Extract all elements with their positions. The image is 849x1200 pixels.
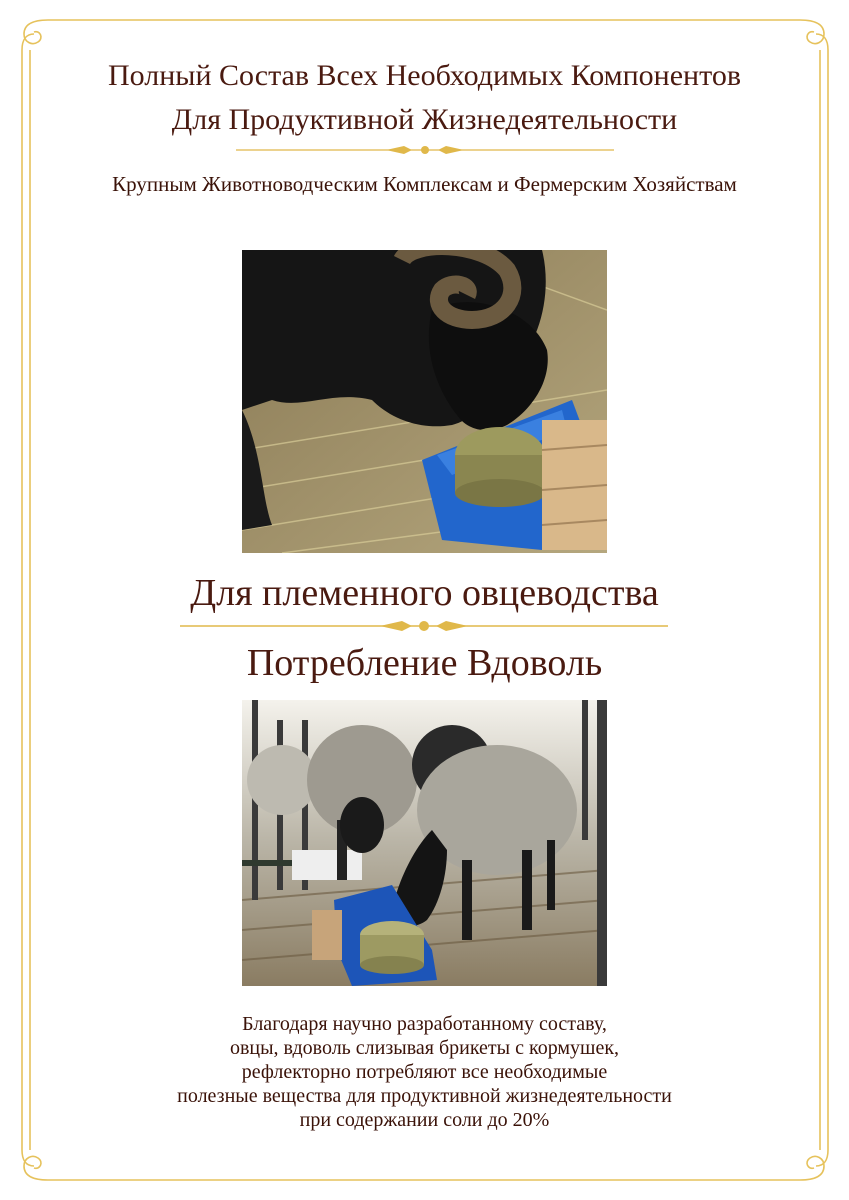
caption-line: при содержании соли до 20% <box>299 1109 550 1131</box>
caption-line: полезные вещества для продуктивной жизнедеятельности <box>177 1085 672 1107</box>
ornament-divider-middle <box>180 618 668 634</box>
ram-photo <box>242 250 607 553</box>
caption-line: Благодаря научно разработанному составу, <box>242 1013 607 1035</box>
sheep-photo <box>242 700 607 986</box>
section-heading: Для племенного овцеводства <box>190 572 659 614</box>
caption-line: овцы, вдоволь слизывая брикеты с кормушек, <box>229 1037 620 1059</box>
subtitle: Крупным Животноводческим Комплексам и Фермерским Хозяйствам <box>112 172 737 196</box>
caption-line: рефлекторно потребляют все необходимые <box>241 1061 608 1083</box>
ornament-divider-top <box>236 143 614 157</box>
section-subheading: Потребление Вдоволь <box>246 642 603 684</box>
caption-text <box>0 1012 849 1132</box>
title-line-2: Для Продуктивной Жизнедеятельности <box>171 103 678 136</box>
title-line-1: Полный Состав Всех Необходимых Компонентов <box>108 59 741 92</box>
